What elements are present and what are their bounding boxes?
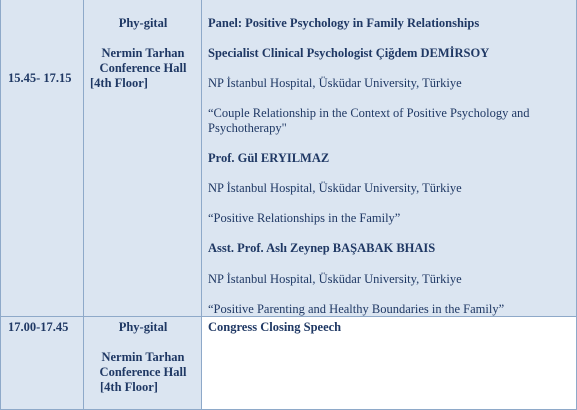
row2-mode: Phy-gital [118, 320, 168, 334]
row1-time: 15.45- 17.15 [8, 71, 72, 85]
row1-panel-title: Panel: Positive Psychology in Family Relationships [208, 16, 480, 30]
speaker1-name: Specialist Clinical Psychologist Çiğdem DEMİRSOY [208, 46, 490, 60]
row1-time-cell [0, 0, 84, 317]
speaker2-talk-line1: “Positive Relationships in the Family” [208, 211, 401, 225]
row2-title: Congress Closing Speech [208, 320, 342, 334]
row2-venue-line1: Nermin Tarhan [101, 350, 185, 364]
speaker1-affiliation: NP İstanbul Hospital, Üsküdar University, Türkiye [208, 76, 462, 90]
speaker1-talk-line2: Psychotherapy" [208, 121, 287, 135]
row2-venue-line2: Conference Hall [99, 365, 187, 379]
row2-venue-line3: [4th Floor] [100, 380, 158, 394]
row1-venue-line3: [4th Floor] [90, 76, 148, 90]
row1-venue-line1: Nermin Tarhan [101, 46, 185, 60]
speaker3-name: Asst. Prof. Aslı Zeynep BAŞABAK BHAIS [208, 241, 436, 255]
row2-time: 17.00-17.45 [8, 320, 69, 334]
row1-mode: Phy-gital [118, 16, 168, 30]
speaker3-affiliation: NP İstanbul Hospital, Üsküdar University, Türkiye [208, 272, 462, 286]
speaker3-talk-line1: “Positive Parenting and Healthy Boundaries in the Family” [208, 302, 505, 316]
speaker2-affiliation: NP İstanbul Hospital, Üsküdar University, Türkiye [208, 181, 462, 195]
speaker2-name: Prof. Gül ERYILMAZ [208, 151, 330, 165]
row1-venue-line2: Conference Hall [99, 61, 187, 75]
speaker1-talk-line1: “Couple Relationship in the Context of Positive Psychology and [208, 106, 530, 120]
